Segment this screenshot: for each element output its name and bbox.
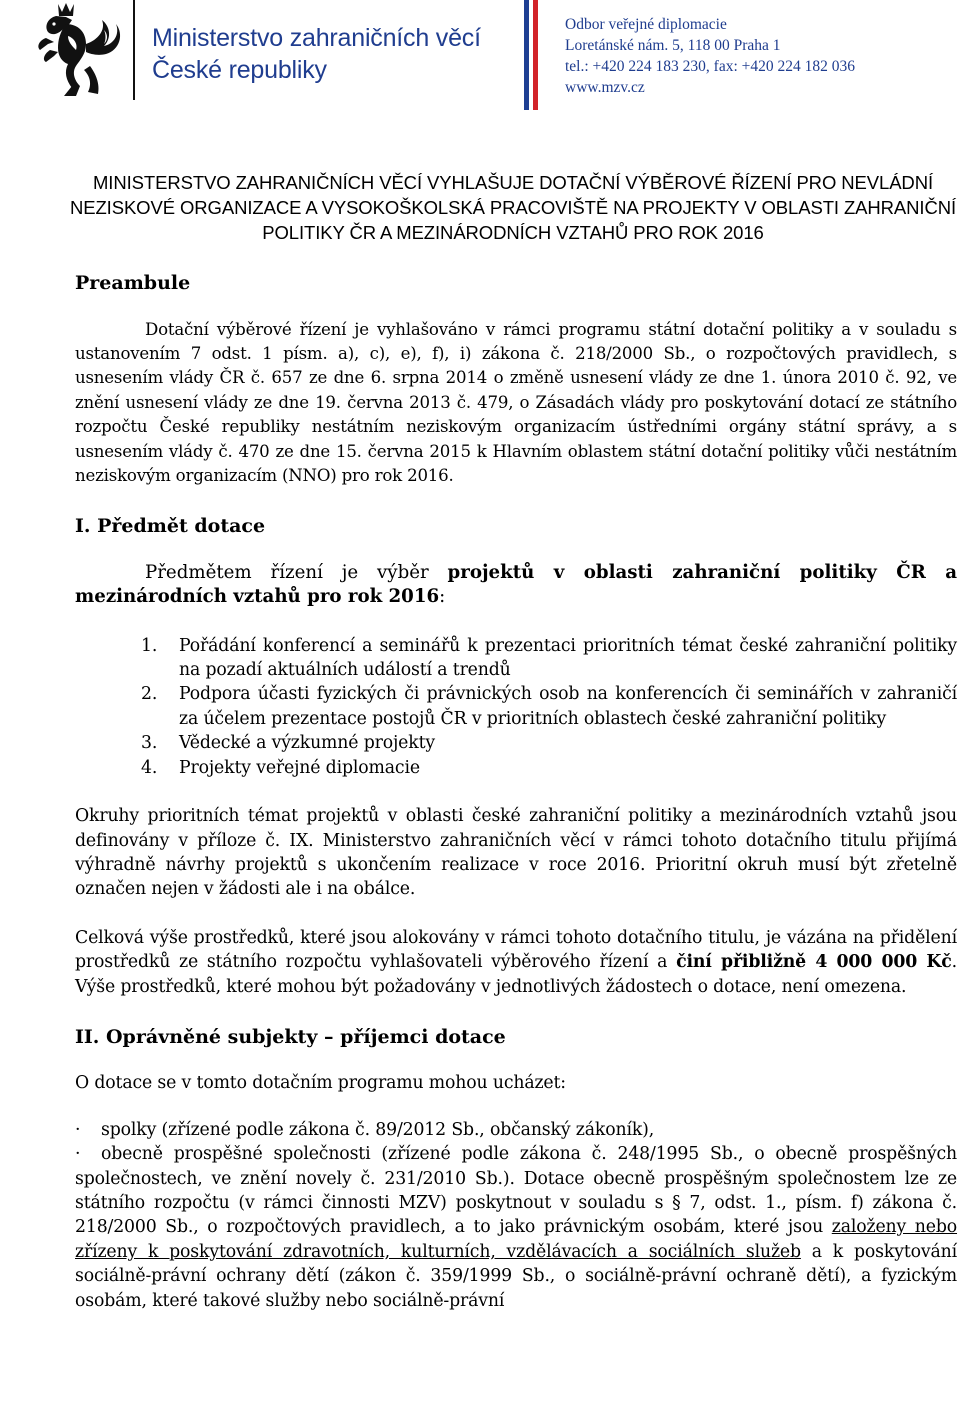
document-title: MINISTERSTVO ZAHRANIČNÍCH VĚCÍ VYHLAŠUJE DOTAČNÍ VÝBĚROVÉ ŘÍZENÍ PRO NEVLÁDNÍ NEZISKOVÉ ORGANIZACE A VYSOKOŠKOLSKÁ PRACOVIŠTĚ NA PROJEKTY V OBLASTI ZAHRANIČNÍ POLITIKY ČR A MEZINÁRODNÍCH VZTAHŮ PRO ROK 2016 [69, 172, 957, 243]
subject-list [75, 634, 957, 780]
list-item-text: Projekty veřejné diplomacie [179, 757, 420, 778]
flag-bars [524, 0, 544, 100]
section1-intro-plain: Předmětem řízení je výběr [145, 561, 448, 583]
red-bar [533, 0, 538, 110]
list-item-number: 1. [141, 635, 158, 656]
list-item-text: Vědecké a výzkumné projekty [179, 733, 435, 754]
bullet-glyph: · [75, 1144, 81, 1165]
preamble-text: Dotační výběrové řízení je vyhlašováno v rámci programu státní dotační politiky a v souladu s ustanovením 7 odst. 1 písm. a), c), e), f), i) zákona č. 218/2000 Sb., o rozpočtových pravidlech, s usnesením vlády ČR č. 657 ze dne 6. srpna 2014 o změně usnesení vlády ze dne 1. února 2010 č. 92, ve znění usnesení vlády ze dne 19. června 2013 č. 479, o Zásadách vlády pro poskytování dotací ze státního rozpočtu České republiky nestátním neziskovým organizacím ústředními orgány státní správy, a s usnesením vlády č. 470 ze dne 15. června 2015 k Hlavním oblastem státní dotační politiky vůči nestátním neziskovým organizacím (NNO) pro rok 2016. [75, 319, 957, 485]
list-item [75, 756, 957, 780]
contact-block [565, 14, 955, 98]
list-item-number: 3. [141, 733, 158, 754]
section2-intro: O dotace se v tomto dotačním programu mohou ucházet: [75, 1073, 566, 1094]
website-link[interactable]: www.mzv.cz [565, 79, 645, 96]
section2-heading: II. Oprávněné subjekty – příjemci dotace [75, 1025, 506, 1048]
section1-intro-end: : [439, 586, 446, 608]
czech-lion-icon [28, 0, 124, 100]
funding-amount: činí přibližně 4 000 000 Kč [676, 952, 952, 973]
eligible-list [75, 1118, 957, 1313]
section1-heading: I. Předmět dotace [75, 515, 266, 538]
list-item [75, 634, 957, 683]
document-body [69, 170, 958, 1313]
eligible-item-text-end: a k poskytování sociálně-právní ochrany dětí (zákon č. 359/1999 Sb., o sociálně-právní ochraně dětí), a fyzickým osobám, které takové služby nebo sociálně-právní [75, 1241, 957, 1311]
underlined-services: založeny nebo zřízeny k poskytování zdravotních, kulturních, vzdělávacích a sociálních služeb [75, 1217, 958, 1262]
section1-intro [75, 561, 957, 610]
list-item-number: 2. [141, 684, 158, 705]
list-item [75, 731, 957, 755]
ministry-name-line2: České republiky [152, 56, 327, 84]
list-item-text: Podpora účasti fyzických či právnických osob na konferencích či seminářích v zahraničí za účelem prezentace postojů ČR v prioritních oblastech české zahraniční politiky [179, 684, 957, 729]
letterhead [0, 0, 960, 100]
priority-topics-paragraph: Okruhy prioritních témat projektů v oblasti české zahraniční politiky a mezinárodních vztahů jsou definovány v příloze č. IX. Ministerstvo zahraničních věcí v rámci tohoto dotačního titulu přijímá výhradně návrhy projektů s ukončením realizace v roce 2016. Prioritní okruh musí být zřetelně označen nejen v žádosti ale i na obálce. [75, 806, 957, 900]
ministry-name [152, 22, 532, 86]
preamble-heading: Preambule [75, 272, 191, 294]
section1-intro-bold: projektů v oblasti zahraniční politiky ČR a mezinárodních vztahů pro rok 2016 [75, 561, 957, 608]
eligible-item-text: obecně prospěšné společnosti (zřízené podle zákona č. 248/1995 Sb., o obecně prospěšných společnostech, ve znění novely č. 231/2010 Sb.). Dotace obecně prospěšným společnostem lze ze státního rozpočtu (v rámci činnosti MZV) poskytnout v souladu s § 7, odst. 1., písm. f) zákona č. 218/2000 Sb., o rozpočtových pravidlech, a to jako právnickým osobám, které jsou [75, 1144, 957, 1238]
list-item-text: Pořádání konferencí a seminářů k prezentaci prioritních témat české zahraniční politiky na pozadí aktuálních událostí a trendů [179, 635, 957, 681]
funding-paragraph [75, 926, 957, 999]
funding-text-plain: Celková výše prostředků, které jsou alokovány v rámci tohoto dotačního titulu, je vázána na přidělení prostředků ze státního rozpočtu vyhlašovateli výběrového řízení a [75, 927, 957, 973]
list-item [75, 682, 957, 731]
funding-text-end: . Výše prostředků, které mohou být požadovány v jednotlivých žádostech o dotace, není omezena. [75, 952, 957, 997]
address: Loretánské nám. 5, 118 00 Praha 1 [565, 37, 781, 54]
list-item-number: 4. [141, 757, 158, 778]
ministry-name-line1: Ministerstvo zahraničních věcí [152, 24, 481, 52]
eligible-item-text: spolky (zřízené podle zákona č. 89/2012 Sb., občanský zákoník), [101, 1119, 655, 1140]
header-divider [133, 0, 135, 100]
bullet-glyph: · [75, 1119, 81, 1140]
blue-bar [524, 0, 529, 110]
phone-fax: tel.: +420 224 183 230, fax: +420 224 182 036 [565, 58, 856, 75]
list-item [75, 1142, 957, 1313]
department: Odbor veřejné diplomacie [565, 16, 727, 33]
list-item [75, 1118, 957, 1142]
